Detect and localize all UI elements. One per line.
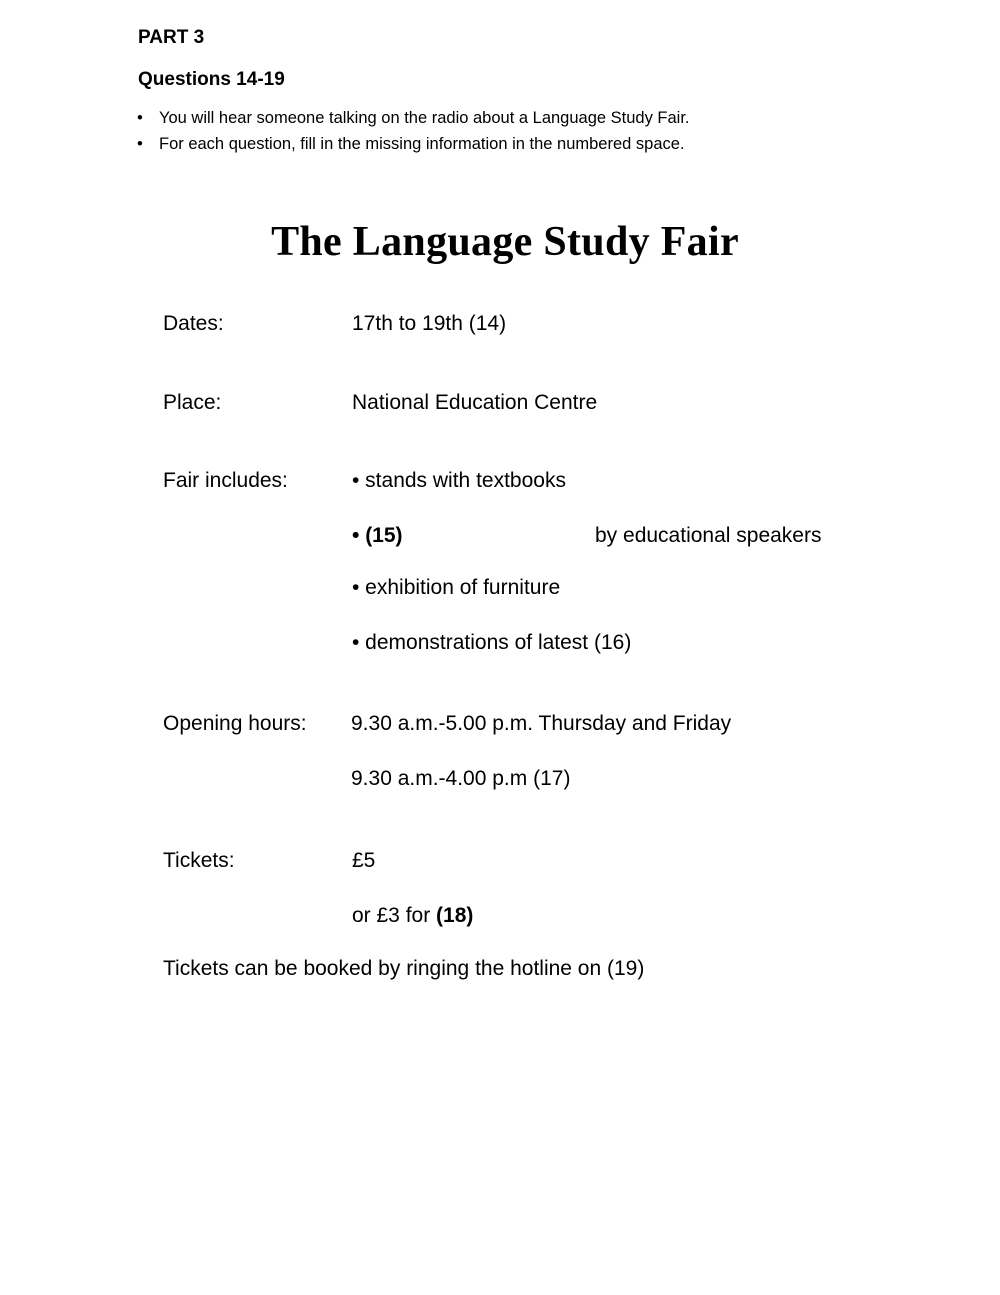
fair-item-bullet: • [352, 524, 366, 547]
opening-hours-weekday: 9.30 a.m.-5.00 p.m. Thursday and Friday [351, 712, 732, 735]
place-label: Place: [163, 391, 222, 414]
tickets-label: Tickets: [163, 849, 235, 872]
ticket-concession-text: or £3 for [352, 904, 437, 927]
instruction-text: For each question, fill in the missing information in the numbered space. [159, 135, 685, 153]
fair-item-speakers-text: by educational speakers [595, 524, 822, 547]
dates-label: Dates: [163, 312, 224, 335]
fair-item-demonstrations: • demonstrations of latest (16) [352, 631, 632, 654]
fair-item-textbooks: • stands with textbooks [352, 469, 566, 492]
ticket-price: £5 [352, 849, 376, 872]
bullet-icon: • [137, 109, 143, 127]
instruction-text: You will hear someone talking on the radio about a Language Study Fair. [159, 109, 690, 127]
page-title: The Language Study Fair [271, 219, 739, 265]
ticket-concession [352, 904, 473, 928]
opening-hours-label: Opening hours: [163, 712, 307, 735]
opening-hours-other: 9.30 a.m.-4.00 p.m (17) [351, 767, 571, 790]
booking-info: Tickets can be booked by ringing the hotline on (19) [163, 957, 645, 980]
dates-value: 17th to 19th (14) [352, 312, 507, 335]
fair-item-question-15 [352, 524, 403, 548]
bullet-icon: • [137, 135, 143, 153]
place-value: National Education Centre [352, 391, 598, 414]
question-number-15: (15) [365, 524, 403, 547]
question-number-18: (18) [436, 904, 474, 927]
part-title: PART 3 [138, 27, 205, 48]
fair-includes-label: Fair includes: [163, 469, 288, 492]
questions-title: Questions 14-19 [138, 69, 285, 90]
fair-item-furniture: • exhibition of furniture [352, 576, 561, 599]
